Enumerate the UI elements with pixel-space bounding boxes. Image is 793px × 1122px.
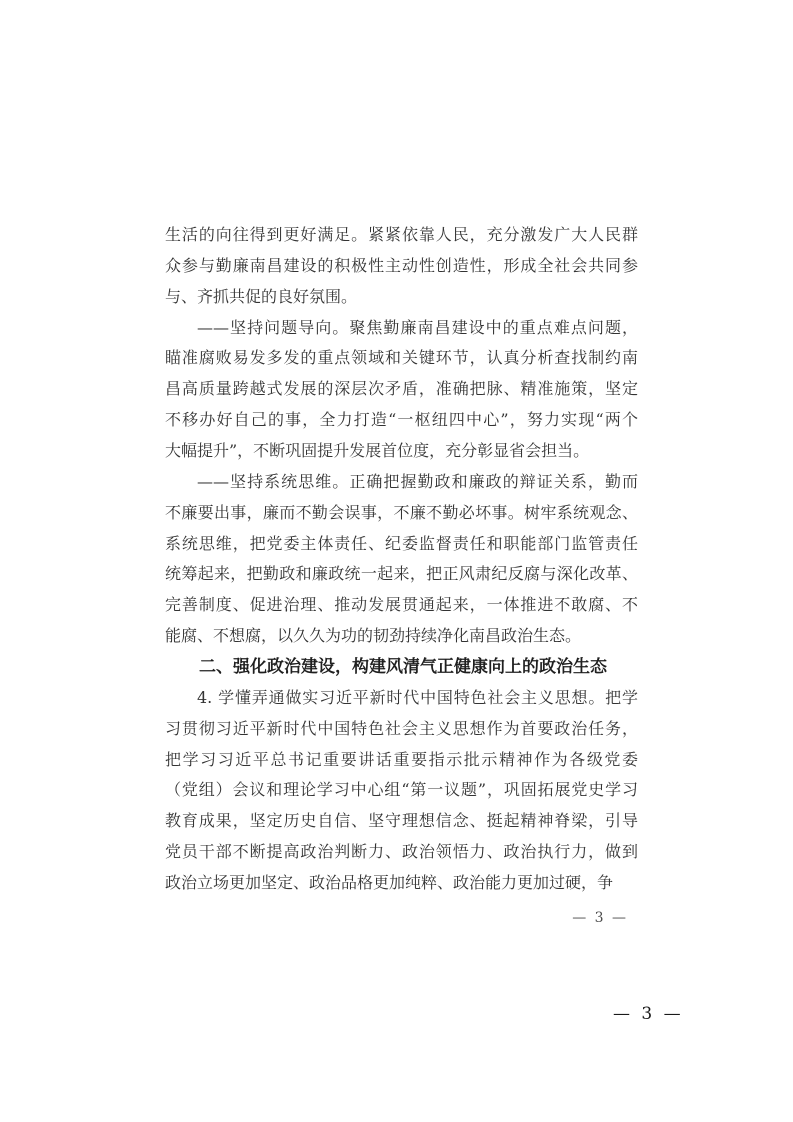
- text-line: 大幅提升”，不断巩固提升发展首位度，充分彰显省会担当。: [165, 441, 590, 461]
- text-line: 众参与勤廉南昌建设的积极性主动性创造性，形成全社会共同参: [165, 255, 638, 275]
- text-line: ——坚持系统思维。正确把握勤政和廉政的辩证关系，勤而: [197, 471, 638, 491]
- page-number: — 3 —: [613, 1004, 684, 1024]
- text-line: 教育成果，坚定历史自信、坚守理想信念、挺起精神脊梁，引导: [165, 811, 638, 831]
- para-problem-orientation: [165, 313, 638, 467]
- text-line: 统筹起来，把勤政和廉政统一起来，把正风肃纪反腐与深化改革、: [165, 564, 638, 584]
- text-line: 生活的向往得到更好满足。紧紧依靠人民，充分激发广大人民群: [165, 225, 638, 244]
- text-line: （党组）会议和理论学习中心组“第一议题”，巩固拓展党史学习: [165, 780, 638, 800]
- text-line: 党员干部不断提高政治判断力、政治领悟力、政治执行力，做到: [165, 842, 638, 862]
- text-line: 瞄准腐败易发多发的重点领域和关键环节，认真分析查找制约南: [165, 348, 638, 368]
- text-line: 4. 学懂弄通做实习近平新时代中国特色社会主义思想。把学: [197, 687, 638, 707]
- text-line: 政治立场更加坚定、政治品格更加纯粹、政治能力更加过硬，争: [165, 873, 614, 893]
- text-line: 昌高质量跨越式发展的深层次矛盾，准确把脉、精准施策，坚定: [165, 379, 638, 399]
- text-line: 能腐、不想腐，以久久为功的韧劲持续净化南昌政治生态。: [165, 626, 582, 646]
- section-heading-2: [165, 652, 638, 683]
- text-line: 系统思维，把党委主体责任、纪委监督责任和职能部门监管责任: [165, 533, 638, 553]
- text-line: 不移办好自己的事，全力打造“一枢纽四中心”，努力实现“两个: [165, 410, 638, 430]
- inner-page-number: — 3 —: [572, 910, 628, 926]
- para-item-4: [165, 683, 638, 899]
- text-line: 与、齐抓共促的良好氛围。: [165, 286, 358, 306]
- text-line: 完善制度、促进治理、推动发展贯通起来，一体推进不敢腐、不: [165, 595, 638, 615]
- para-systems-thinking: [165, 467, 638, 652]
- para-continuation: [165, 220, 638, 313]
- document-body: [165, 220, 638, 899]
- text-line: 习贯彻习近平新时代中国特色社会主义思想作为首要政治任务，: [165, 718, 638, 738]
- text-line: 把学习习近平总书记重要讲话重要指示批示精神作为各级党委: [165, 749, 638, 769]
- text-line: 不廉要出事，廉而不勤会误事，不廉不勤必坏事。树牢系统观念、: [165, 502, 638, 522]
- text-line: ——坚持问题导向。聚焦勤廉南昌建设中的重点难点问题，: [197, 317, 638, 337]
- text-line: 二、强化政治建设，构建风清气正健康向上的政治生态: [199, 657, 607, 678]
